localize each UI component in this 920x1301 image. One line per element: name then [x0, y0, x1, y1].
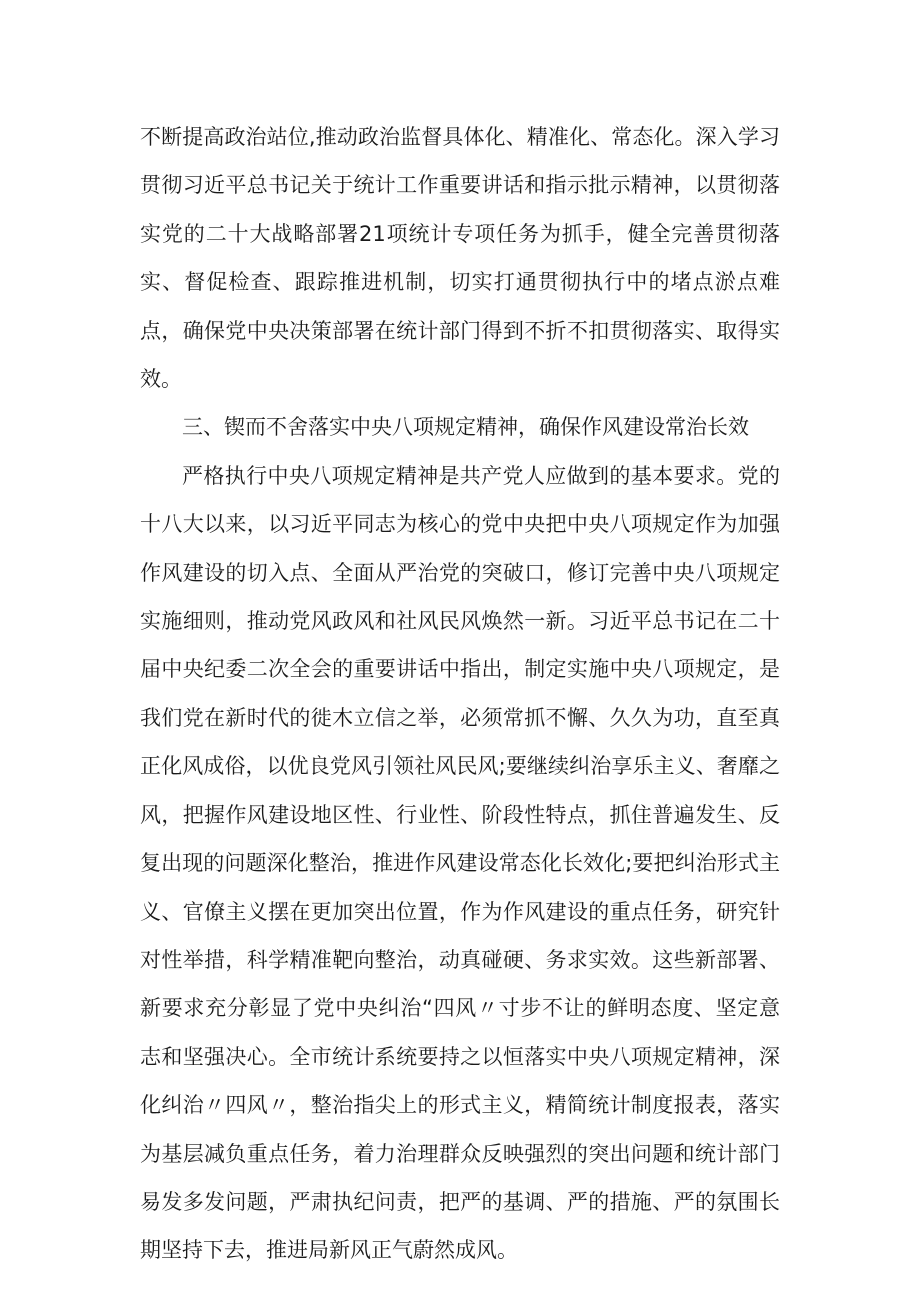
- document-body: [140, 113, 780, 1275]
- paragraph-continued: 不断提高政治站位,推动政治监督具体化、精准化、常态化。深入学习贯彻习近平总书记关于统计工作重要讲话和指示批示精神，以贯彻落实党的二十大战略部署21项统计专项任务为抓手，健全完善贯彻落实、督促检查、跟踪推进机制，切实打通贯彻执行中的堵点淤点难点，确保党中央决策部署在统计部门得到不折不扣贯彻落实、取得实效。: [140, 125, 780, 392]
- paragraph-main: 严格执行中央八项规定精神是共产党人应做到的基本要求。党的十八大以来，以习近平同志为核心的党中央把中央八项规定作为加强作风建设的切入点、全面从严治党的突破口，修订完善中央八项规定实施细则，推动党风政风和社风民风焕然一新。习近平总书记在二十届中央纪委二次全会的重要讲话中指出，制定实施中央八项规定，是我们党在新时代的徙木立信之举，必须常抓不懈、久久为功，直至真正化风成俗，以优良党风引领社风民风;要继续纠治享乐主义、奢靡之风，把握作风建设地区性、行业性、阶段性特点，抓住普遍发生、反复出现的问题深化整治，推进作风建设常态化长效化;要把纠治形式主义、官僚主义摆在更加突出位置，作为作风建设的重点任务，研究针对性举措，科学精准靶向整治，动真碰硬、务求实效。这些新部署、新要求充分彰显了党中央纠治“四风〃寸步不让的鲜明态度、坚定意志和坚强决心。全市统计系统要持之以恒落实中央八项规定精神，深化纠治〃四风〃，整治指尖上的形式主义，精简统计制度报表，落实为基层减负重点任务，着力治理群众反映强烈的突出问题和统计部门易发多发问题，严肃执纪问责，把严的基调、严的措施、严的氛围长期坚持下去，推进局新风正气蔚然成风。: [140, 463, 780, 1263]
- section-heading: 三、锲而不舍落实中央八项规定精神，确保作风建设常治长效: [182, 415, 749, 440]
